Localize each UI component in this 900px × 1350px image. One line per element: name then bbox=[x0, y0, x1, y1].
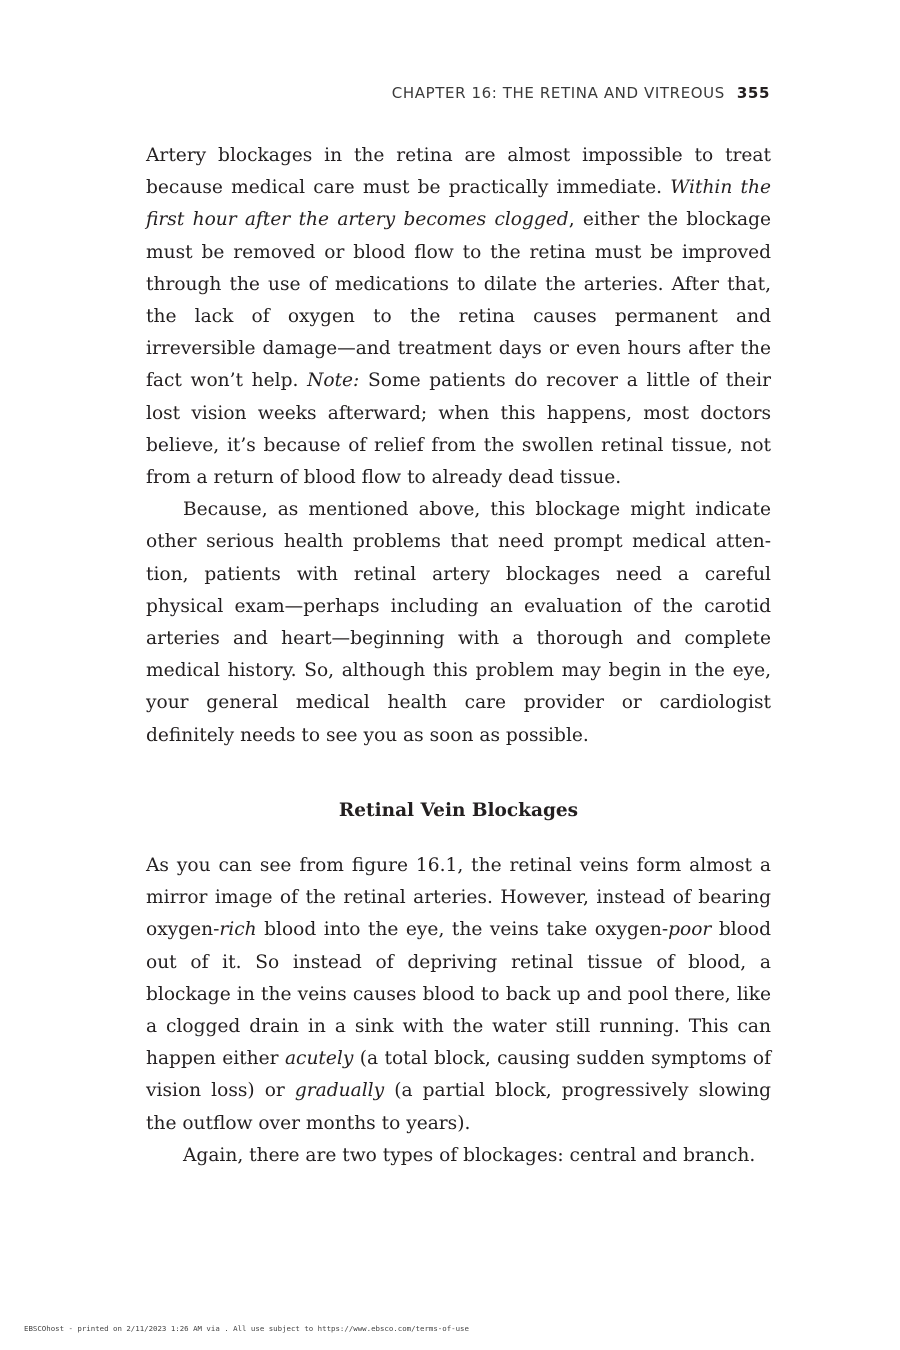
italic-text: Note: bbox=[307, 370, 360, 392]
body-text-bottom bbox=[146, 850, 771, 1172]
italic-text: rich bbox=[219, 919, 257, 941]
section-heading: Retinal Vein Blockages bbox=[338, 800, 579, 821]
text-run: (a total block, causing sudden symptoms of vision loss) or bbox=[146, 1048, 771, 1102]
italic-text: gradually bbox=[294, 1080, 385, 1102]
italic-text: poor bbox=[668, 919, 712, 941]
paragraph bbox=[146, 850, 771, 1140]
body-text-top bbox=[146, 140, 771, 752]
text-run: As you can see from figure 16.1, the retinal veins form almost a mirror image of the retinal arteries. However, instead of bearing oxygen- bbox=[146, 855, 771, 941]
print-footer: EBSCOhost - printed on 2/11/2023 1:26 AM via . All use subject to https://www.ebsco.com/terms-of-use bbox=[24, 1324, 469, 1333]
paragraph bbox=[146, 494, 771, 752]
text-run: blood into the eye, the veins take oxygen- bbox=[256, 919, 669, 941]
text-run: Because, as mentioned above, this blockage might indicate other serious health problems that need prompt medical attention, patients with retinal artery blockages need a careful physical exam—perhaps including an evaluation of the carotid arteries and heart—beginning with a thorough and complete medical history. So, although this problem may begin in the eye, your general medical health care provider or cardiologist definitely needs to see you as soon as possible. bbox=[146, 499, 771, 746]
paragraph bbox=[146, 140, 771, 494]
chapter-title: CHAPTER 16: THE RETINA AND VITREOUS bbox=[391, 84, 725, 102]
italic-text: acutely bbox=[284, 1048, 354, 1070]
running-head bbox=[392, 84, 770, 102]
text-run: Some patients do recover a little of their lost vision weeks afterward; when this happens, most doctors believe, it’s because of relief from the swollen retinal tissue, not from a return of blood flow to already dead tissue. bbox=[146, 370, 771, 489]
paragraph bbox=[146, 1140, 771, 1172]
text-run: (a partial block, progressively slowing the outflow over months to years). bbox=[146, 1080, 771, 1134]
text-run: Again, there are two types of blockages: central and branch. bbox=[183, 1144, 756, 1166]
page-number: 355 bbox=[736, 84, 770, 102]
text-run: blood out of it. So instead of depriving retinal tissue of blood, a blockage in the veins causes blood to back up and pool there, like a clogged drain in a sink with the water still running. This can happen either bbox=[146, 919, 771, 1070]
text-run: , either the blockage must be removed or blood flow to the retina must be improved through the use of medications to dilate the arteries. After that, the lack of oxygen to the retina causes permanent and irreversible damage—and treatment days or even hours after the fact won’t help. bbox=[146, 209, 771, 392]
italic-text: Within the first hour after the artery becomes clogged bbox=[146, 177, 771, 231]
text-run: Artery blockages in the retina are almost impossible to treat because medical care must be practically immediate. bbox=[146, 145, 771, 199]
